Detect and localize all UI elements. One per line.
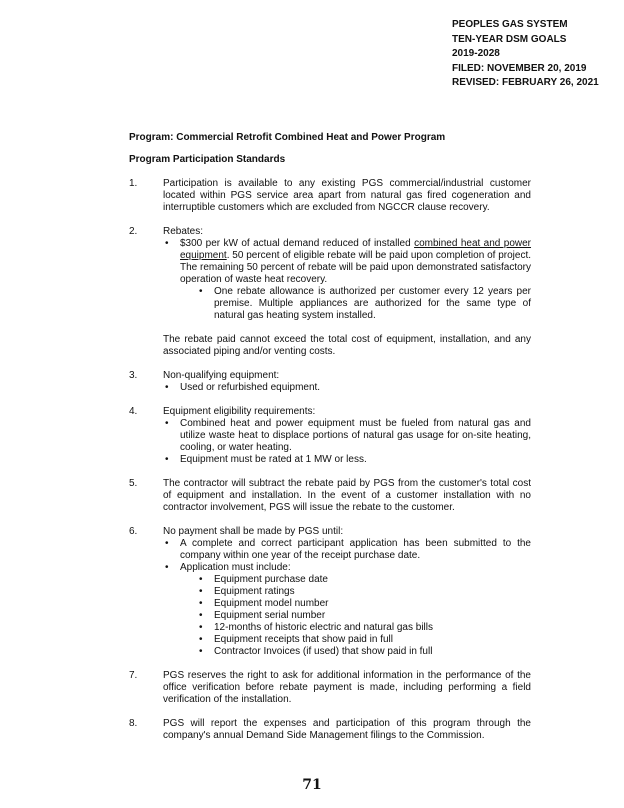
list-item: • Equipment purchase date (197, 574, 531, 586)
standard-item-2 (129, 226, 531, 358)
item-text: PGS will report the expenses and participation of this program through the company's annual Demand Side Management filings to the Commission. (163, 718, 531, 741)
standards-list (129, 178, 531, 742)
header-line-revised: REVISED: FEBRUARY 26, 2021 (452, 77, 599, 88)
item-number: 3. (129, 370, 138, 381)
list-item: • Equipment receipts that show paid in full (197, 634, 531, 646)
list-item: • Equipment must be rated at 1 MW or less. (163, 454, 531, 466)
bullet-list (163, 238, 531, 322)
item-number: 8. (129, 718, 138, 729)
document-body (129, 132, 531, 742)
list-item: • Equipment ratings (197, 586, 531, 598)
list-item-text: Application must include: (180, 562, 291, 573)
standard-item-1 (129, 178, 531, 214)
item-number: 2. (129, 226, 138, 237)
item-text: Participation is available to any existing PGS commercial/industrial customer located within PGS service area apart from natural gas fired cogeneration and interruptible customers which are excluded from NGCCR clause recovery. (163, 178, 531, 213)
bullet-list (163, 382, 531, 394)
list-item: • Equipment serial number (197, 610, 531, 622)
standards-title: Program Participation Standards (129, 154, 286, 165)
item-text: No payment shall be made by PGS until: (163, 526, 344, 537)
item-body (163, 526, 531, 658)
header-line-company: PEOPLES GAS SYSTEM (452, 19, 568, 30)
list-item: • Equipment model number (197, 598, 531, 610)
header-line-goals: TEN-YEAR DSM GOALS (452, 33, 567, 45)
item-number: 5. (129, 478, 138, 489)
sub-bullet-list (197, 574, 531, 658)
standard-item-7 (129, 670, 531, 706)
rebate-cap-note: The rebate paid cannot exceed the total cost of equipment, installation, and any associated piping and/or venting costs. (163, 334, 531, 357)
list-item (163, 562, 531, 658)
list-item: • 12-months of historic electric and natural gas bills (197, 622, 531, 634)
list-item: • Contractor Invoices (if used) that show paid in full (197, 646, 531, 658)
standard-item-5 (129, 478, 531, 514)
item-text: Non-qualifying equipment: (163, 370, 280, 381)
list-item: • Used or refurbished equipment. (163, 382, 531, 394)
item-number: 4. (129, 406, 138, 417)
bullet-list (163, 418, 531, 466)
item-text: The contractor will subtract the rebate paid by PGS from the customer's total cost of equipment and installation. In the event of a customer installation with no contractor involvement, PGS will issue the rebate to the customer. (163, 478, 531, 513)
standard-item-6 (129, 526, 531, 658)
standard-item-8 (129, 718, 531, 742)
item-text: Equipment eligibility requirements: (163, 406, 316, 417)
sub-bullet-list (197, 286, 531, 322)
list-item: • One rebate allowance is authorized per customer every 12 years per premise. Multiple appliances are authorized for the same type of natural gas heating system installed. (197, 286, 531, 322)
item-body (163, 370, 531, 394)
item-text: PGS reserves the right to ask for additional information in the performance of the office verification before rebate payment is made, including performing a field verification of the installation. (163, 670, 531, 705)
list-item (163, 238, 531, 322)
rebate-text-post: . 50 percent of eligible rebate will be paid upon completion of project. The remaining 50 percent of rebate will be paid upon demonstrated satisfactory operation of waste heat recovery. (180, 250, 531, 285)
program-title: Program: Commercial Retrofit Combined Heat and Power Program (129, 132, 446, 143)
item-body (163, 406, 531, 466)
list-item: • Combined heat and power equipment must be fueled from natural gas and utilize waste heat to displace portions of natural gas usage for on-site heating, cooling, or water heating. (163, 418, 531, 454)
document-header (452, 18, 599, 91)
item-number: 7. (129, 670, 138, 681)
standard-item-4 (129, 406, 531, 466)
list-item: • A complete and correct participant application has been submitted to the company within one year of the receipt purchase date. (163, 538, 531, 562)
header-line-years: 2019-2028 (452, 48, 500, 59)
standard-item-3 (129, 370, 531, 394)
chp-equipment-link[interactable]: combined heat and power equipment (180, 238, 532, 261)
bullet-list (163, 538, 531, 658)
rebate-text-pre: $300 per kW of actual demand reduced of installed (180, 238, 415, 249)
item-text: Rebates: (163, 226, 204, 237)
item-number: 6. (129, 526, 138, 537)
item-body (163, 226, 531, 358)
item-number: 1. (129, 178, 138, 189)
header-line-filed: FILED: NOVEMBER 20, 2019 (452, 62, 587, 74)
page-number: 71 (302, 777, 322, 793)
